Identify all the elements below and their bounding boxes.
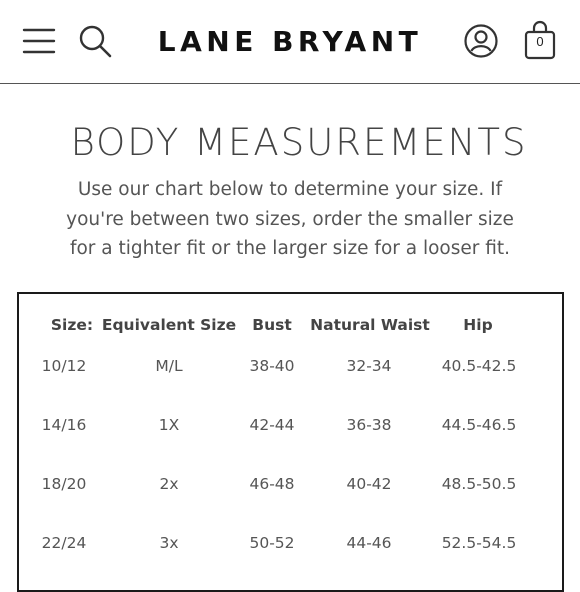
menu-icon[interactable] xyxy=(22,27,56,55)
table-cell-size: 10/12 xyxy=(41,357,87,375)
table-cell-bust: 50-52 xyxy=(249,534,295,552)
search-icon[interactable] xyxy=(78,24,112,58)
table-cell-equivalent: 2x xyxy=(159,475,179,493)
table-cell-hip: 48.5-50.5 xyxy=(441,475,517,493)
intro-text xyxy=(20,175,560,264)
intro-line: you're between two sizes, order the smaller size xyxy=(66,208,514,230)
table-cell-waist: 36-38 xyxy=(346,416,392,434)
table-cell-bust: 42-44 xyxy=(249,416,295,434)
intro-line: for a tighter fit or the larger size for a looser fit. xyxy=(69,238,511,259)
page-title: BODY MEASUREMENTS xyxy=(70,121,528,164)
table-cell-equivalent: 1X xyxy=(158,416,180,434)
size-chart-table xyxy=(17,292,564,592)
table-cell-bust: 46-48 xyxy=(249,475,295,493)
table-cell-size: 22/24 xyxy=(41,534,87,552)
account-icon[interactable] xyxy=(463,23,499,59)
table-cell-bust: 38-40 xyxy=(249,357,295,375)
header-hip: Hip xyxy=(463,316,493,334)
table-cell-hip: 40.5-42.5 xyxy=(441,357,517,375)
table-cell-equivalent: 3x xyxy=(159,534,179,552)
table-cell-hip: 52.5-54.5 xyxy=(441,534,517,552)
intro-line: Use our chart below to determine your size. If xyxy=(77,179,503,200)
brand-logo[interactable]: LANE BRYANT xyxy=(157,25,423,58)
table-cell-equivalent: M/L xyxy=(155,357,183,375)
header-size: Size: xyxy=(50,316,94,334)
table-cell-size: 18/20 xyxy=(41,475,87,493)
table-cell-waist: 40-42 xyxy=(346,475,392,493)
table-cell-hip: 44.5-46.5 xyxy=(441,416,517,434)
header-bust: Bust xyxy=(252,316,292,334)
header-equivalent-size: Equivalent Size xyxy=(101,316,237,334)
header-natural-waist: Natural Waist xyxy=(310,316,430,334)
site-header xyxy=(0,0,580,84)
bag-count-badge: 0 xyxy=(536,34,544,49)
table-cell-waist: 32-34 xyxy=(346,357,392,375)
table-cell-size: 14/16 xyxy=(41,416,87,434)
table-cell-waist: 44-46 xyxy=(346,534,392,552)
